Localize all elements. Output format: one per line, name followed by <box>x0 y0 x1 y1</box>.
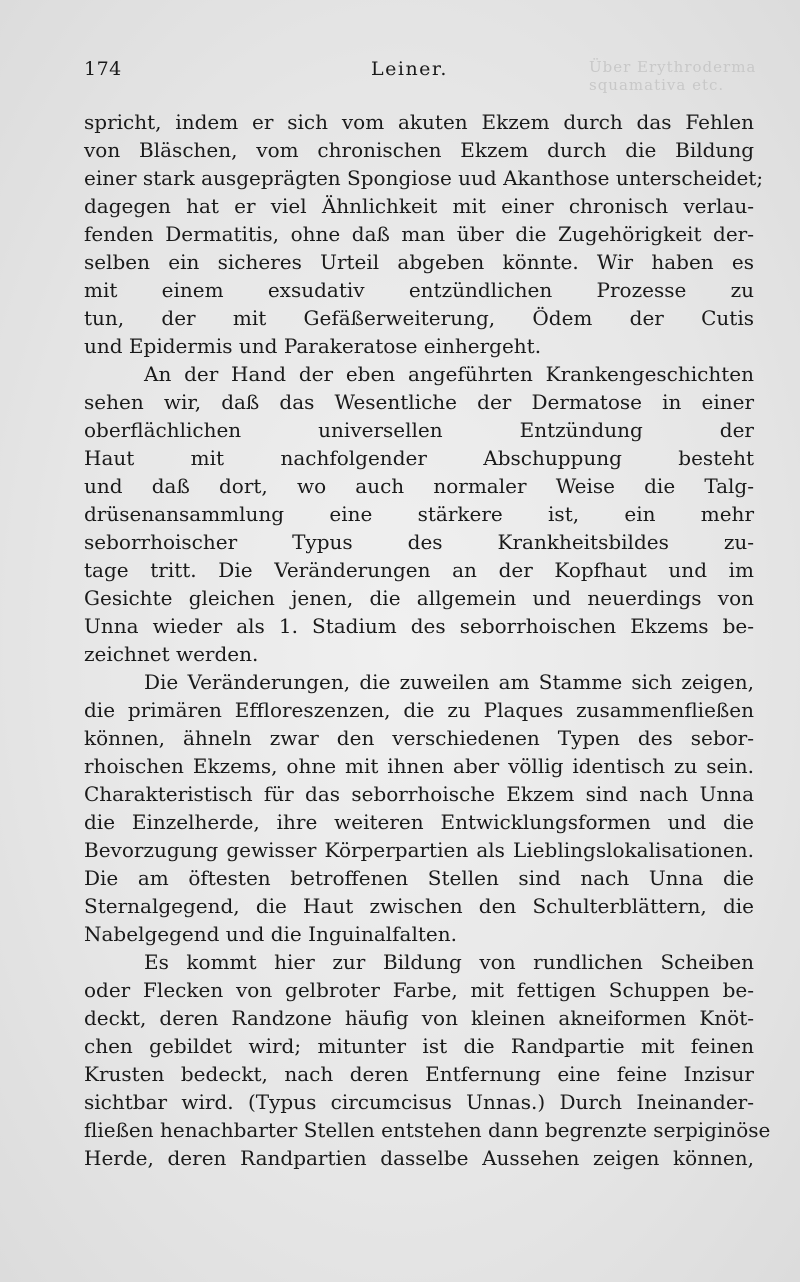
text-line: Charakteristisch für das seborrhoische Ekzem sind nach Unna <box>84 782 754 806</box>
text-line: dagegen hat er viel Ähnlichkeit mit einer chronisch verlau- <box>84 194 754 218</box>
text-line: mit einem exsudativ entzündlichen Prozesse zu <box>84 278 754 302</box>
text-line: sichtbar wird. (Typus circumcisus Unnas.) Durch Ineinander- <box>84 1090 754 1114</box>
page-header <box>84 58 768 94</box>
text-line: Nabelgegend und die Inguinalfalten. <box>84 922 457 946</box>
text-line: einer stark ausgeprägten Spongiose uud Akanthose unterscheidet; <box>84 166 764 190</box>
text-line: die Einzelherde, ihre weiteren Entwicklungsformen und die <box>84 810 754 834</box>
text-line: tage tritt. Die Veränderungen an der Kopfhaut und im <box>84 558 754 582</box>
text-line: deckt, deren Randzone häufig von kleinen akneiformen Knöt- <box>84 1006 754 1030</box>
text-line: spricht, indem er sich vom akuten Ekzem durch das Fehlen <box>84 110 754 134</box>
text-line: können, ähneln zwar den verschiedenen Typen des sebor- <box>84 726 754 750</box>
text-line: seborrhoischer Typus des Krankheitsbildes zu- <box>84 530 754 554</box>
text-line: chen gebildet wird; mitunter ist die Randpartie mit feinen <box>84 1034 754 1058</box>
text-line: Die Veränderungen, die zuweilen am Stamme sich zeigen, <box>144 670 754 694</box>
text-line: sehen wir, daß das Wesentliche der Dermatose in einer <box>84 390 754 414</box>
running-head: Leiner. <box>371 58 448 80</box>
text-line: zeichnet werden. <box>84 642 259 666</box>
text-line: rhoischen Ekzems, ohne mit ihnen aber völlig identisch zu sein. <box>84 754 754 778</box>
page-number: 174 <box>84 58 122 80</box>
text-line: tun, der mit Gefäßerweiterung, Ödem der Cutis <box>84 306 754 330</box>
text-line: drüsenansammlung eine stärkere ist, ein mehr <box>84 502 754 526</box>
text-line: Es kommt hier zur Bildung von rundlichen Scheiben <box>144 950 754 974</box>
body-text <box>84 108 771 1172</box>
text-line: Gesichte gleichen jenen, die allgemein und neuerdings von <box>84 586 754 610</box>
text-line: und Epidermis und Parakeratose einhergeht. <box>84 334 542 358</box>
text-line: die primären Effloreszenzen, die zu Plaques zusammenfließen <box>84 698 754 722</box>
text-line: Sternalgegend, die Haut zwischen den Schulterblättern, die <box>84 894 754 918</box>
text-line: An der Hand der eben angeführten Krankengeschichten <box>144 362 754 386</box>
text-line: fließen henachbarter Stellen entstehen dann begrenzte serpiginöse <box>84 1118 771 1142</box>
text-line: Die am öftesten betroffenen Stellen sind nach Unna die <box>84 866 754 890</box>
text-line: Krusten bedeckt, nach deren Entfernung eine feine Inzisur <box>84 1062 754 1086</box>
text-line: oder Flecken von gelbroter Farbe, mit fettigen Schuppen be- <box>84 978 754 1002</box>
text-line: Haut mit nachfolgender Abschuppung besteht <box>84 446 754 470</box>
text-line: fenden Dermatitis, ohne daß man über die Zugehörigkeit der- <box>84 222 754 246</box>
text-line: Bevorzugung gewisser Körperpartien als Lieblingslokalisationen. <box>84 838 754 862</box>
text-line: oberflächlichen universellen Entzündung der <box>84 418 754 442</box>
text-line: Unna wieder als 1. Stadium des seborrhoischen Ekzems be- <box>84 614 754 638</box>
text-line: von Bläschen, vom chronischen Ekzem durch die Bildung <box>84 138 754 162</box>
bleed-through-text: Über Erythroderma squamativa etc. <box>589 58 757 94</box>
text-line: Herde, deren Randpartien dasselbe Aussehen zeigen können, <box>84 1146 754 1170</box>
text-line: und daß dort, wo auch normaler Weise die Talg- <box>84 474 754 498</box>
text-line: selben ein sicheres Urteil abgeben könnte. Wir haben es <box>84 250 754 274</box>
